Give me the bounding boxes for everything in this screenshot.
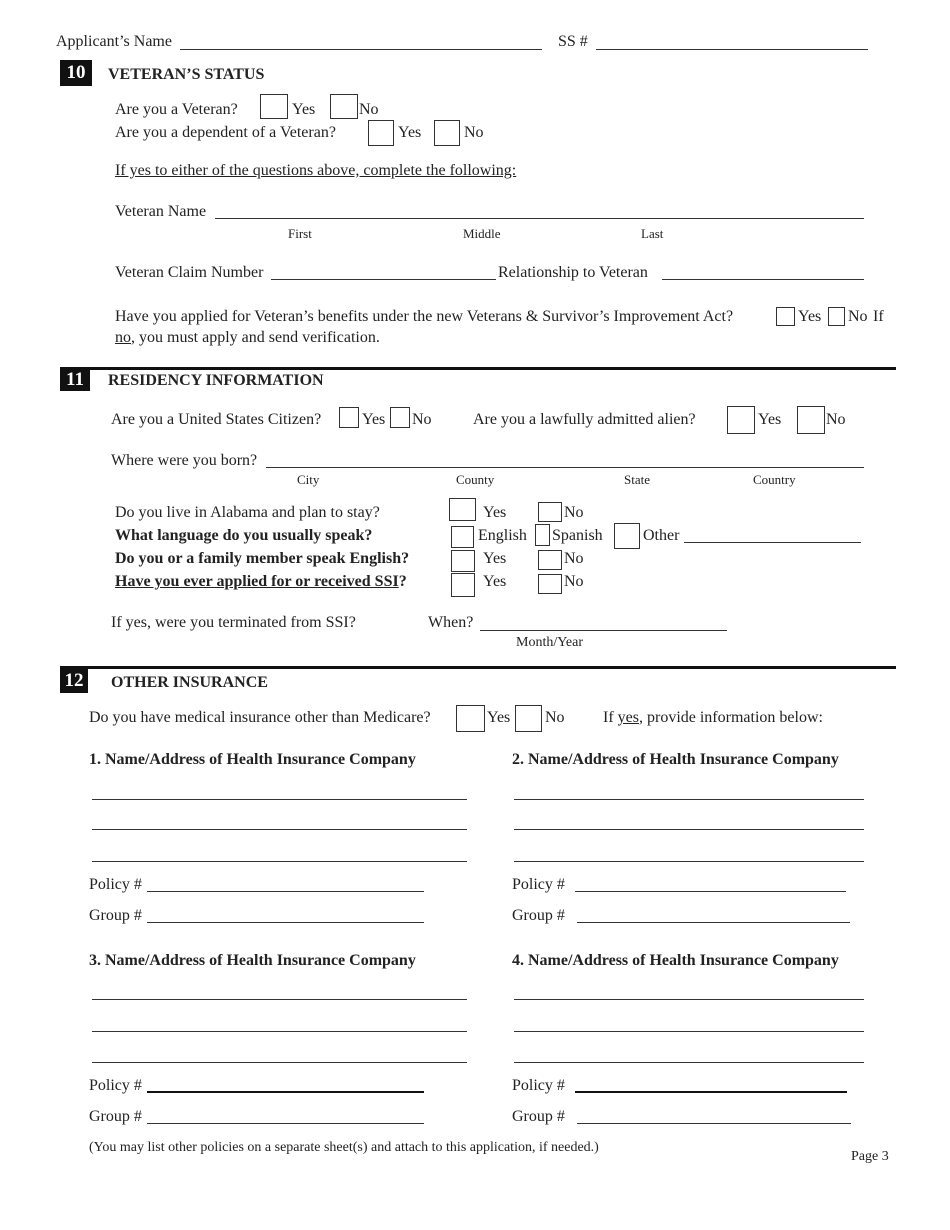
company1-heading: 1. Name/Address of Health Insurance Company — [89, 751, 416, 768]
benefits-line2-text: , you must apply and send verification. — [131, 329, 380, 346]
q-family-english: Do you or a family member speak English? — [115, 550, 410, 567]
medical-yes-label: Yes — [487, 709, 511, 726]
veteran-instruction: If yes to either of the questions above, complete the following: — [115, 162, 517, 179]
month-year-caption: Month/Year — [516, 635, 584, 650]
ss-label: SS # — [558, 33, 588, 50]
when-field[interactable] — [480, 630, 727, 631]
born-county-caption: County — [456, 472, 495, 487]
veteran-middle-caption: Middle — [463, 226, 501, 241]
company4-heading: 4. Name/Address of Health Insurance Company — [512, 952, 839, 969]
if-yes-pre: If — [603, 709, 618, 726]
company2-line-1[interactable] — [514, 799, 864, 800]
q-veteran: Are you a Veteran? — [115, 101, 238, 118]
company3-policy-label: Policy # — [89, 1077, 142, 1094]
company4-group-field[interactable] — [577, 1123, 851, 1124]
section-12-title: OTHER INSURANCE — [111, 674, 268, 691]
citizen-yes-label: Yes — [362, 411, 386, 428]
medical-yes-checkbox[interactable] — [456, 705, 485, 732]
company2-heading: 2. Name/Address of Health Insurance Company — [512, 751, 839, 768]
veteran-no-label: No — [359, 101, 379, 118]
ssi-no-checkbox[interactable] — [538, 574, 562, 594]
alabama-no-checkbox[interactable] — [538, 502, 562, 522]
company3-policy-field[interactable] — [147, 1091, 424, 1093]
birthplace-field[interactable] — [266, 467, 864, 468]
page-number: Page 3 — [851, 1149, 889, 1164]
veteran-yes-checkbox[interactable] — [260, 94, 288, 119]
company4-line-3[interactable] — [514, 1062, 864, 1063]
q-language: What language do you usually speak? — [115, 527, 373, 544]
if-yes-word: yes — [617, 709, 639, 726]
company4-line-2[interactable] — [514, 1031, 864, 1032]
born-city-caption: City — [297, 472, 320, 487]
q-ssi-mark: ? — [398, 573, 407, 590]
benefits-no-word: no — [115, 329, 131, 346]
ssi-yes-label: Yes — [483, 573, 507, 590]
ss-field[interactable] — [596, 49, 868, 50]
born-state-caption: State — [624, 472, 650, 487]
company3-group-field[interactable] — [147, 1123, 424, 1124]
section-10-number: 10 — [60, 60, 92, 86]
section-11-title: RESIDENCY INFORMATION — [108, 372, 324, 389]
company1-group-field[interactable] — [147, 922, 424, 923]
company4-line-1[interactable] — [514, 999, 864, 1000]
company2-group-field[interactable] — [577, 922, 850, 923]
medical-no-label: No — [545, 709, 565, 726]
medical-if-yes — [603, 710, 823, 726]
company1-line-2[interactable] — [92, 829, 467, 830]
citizen-yes-checkbox[interactable] — [339, 407, 359, 428]
benefits-line2 — [115, 330, 380, 346]
family-english-no-label: No — [564, 550, 584, 567]
section-11-number: 11 — [60, 369, 90, 391]
language-spanish-checkbox[interactable] — [535, 524, 550, 546]
if-yes-post: , provide information below: — [638, 709, 823, 726]
company3-line-2[interactable] — [92, 1031, 467, 1032]
relationship-label: Relationship to Veteran — [498, 264, 648, 281]
company2-line-3[interactable] — [514, 861, 864, 862]
company1-policy-field[interactable] — [147, 891, 424, 892]
section-12-rule — [60, 666, 896, 669]
alabama-no-label: No — [564, 504, 584, 521]
language-spanish-label: Spanish — [552, 527, 603, 544]
medical-no-checkbox[interactable] — [515, 705, 542, 732]
benefits-yes-label: Yes — [798, 308, 822, 325]
section-12-number: 12 — [60, 669, 88, 693]
citizen-no-checkbox[interactable] — [390, 407, 410, 428]
veteran-yes-label: Yes — [292, 101, 316, 118]
company1-group-label: Group # — [89, 907, 142, 924]
q-born: Where were you born? — [111, 452, 258, 469]
q-alien: Are you a lawfully admitted alien? — [473, 411, 696, 428]
footnote: (You may list other policies on a separate sheet(s) and attach to this application, if needed.) — [89, 1140, 599, 1155]
q-dependent: Are you a dependent of a Veteran? — [115, 124, 336, 141]
dependent-yes-label: Yes — [398, 124, 422, 141]
alabama-yes-label: Yes — [483, 504, 507, 521]
section-11-rule — [60, 367, 896, 370]
language-english-checkbox[interactable] — [451, 526, 474, 548]
language-other-field[interactable] — [684, 542, 861, 543]
family-english-no-checkbox[interactable] — [538, 550, 562, 570]
when-label: When? — [428, 614, 474, 631]
company3-heading: 3. Name/Address of Health Insurance Company — [89, 952, 416, 969]
benefits-if-label: If — [873, 308, 884, 325]
veteran-name-label: Veteran Name — [115, 203, 207, 220]
company3-line-1[interactable] — [92, 999, 467, 1000]
q-ssi-text: Have you ever applied for or received SSI — [115, 573, 399, 590]
applicant-name-label: Applicant’s Name — [56, 33, 172, 50]
veteran-first-caption: First — [288, 226, 312, 241]
alien-yes-label: Yes — [758, 411, 782, 428]
dependent-yes-checkbox[interactable] — [368, 120, 394, 146]
company4-policy-field[interactable] — [575, 1091, 847, 1093]
language-english-label: English — [478, 527, 527, 544]
q-citizen: Are you a United States Citizen? — [111, 411, 322, 428]
q-alabama: Do you live in Alabama and plan to stay? — [115, 504, 380, 521]
company1-line-1[interactable] — [92, 799, 467, 800]
claim-number-label: Veteran Claim Number — [115, 264, 264, 281]
benefits-yes-checkbox[interactable] — [776, 307, 795, 326]
alien-no-checkbox[interactable] — [797, 406, 825, 434]
q-medical: Do you have medical insurance other than Medicare? — [89, 709, 431, 726]
veteran-name-field[interactable] — [215, 218, 864, 219]
q-terminated: If yes, were you terminated from SSI? — [111, 614, 356, 631]
company2-line-2[interactable] — [514, 829, 864, 830]
alabama-yes-checkbox[interactable] — [449, 498, 476, 521]
company1-policy-label: Policy # — [89, 876, 142, 893]
company2-policy-label: Policy # — [512, 876, 565, 893]
ssi-no-label: No — [564, 573, 584, 590]
company2-group-label: Group # — [512, 907, 565, 924]
company1-line-3[interactable] — [92, 861, 467, 862]
company4-policy-label: Policy # — [512, 1077, 565, 1094]
citizen-no-label: No — [412, 411, 432, 428]
family-english-yes-checkbox[interactable] — [451, 550, 475, 572]
section-10-title: VETERAN’S STATUS — [108, 66, 265, 83]
q-ssi — [115, 574, 407, 590]
language-other-checkbox[interactable] — [614, 523, 640, 549]
dependent-no-label: No — [464, 124, 484, 141]
benefits-question: Have you applied for Veteran’s benefits under the new Veterans & Survivor’s Improvement Act? — [115, 308, 734, 325]
alien-no-label: No — [826, 411, 846, 428]
born-country-caption: Country — [753, 472, 796, 487]
alien-yes-checkbox[interactable] — [727, 406, 755, 434]
family-english-yes-label: Yes — [483, 550, 507, 567]
company2-policy-field[interactable] — [575, 891, 846, 892]
benefits-no-label: No — [848, 308, 868, 325]
ssi-yes-checkbox[interactable] — [451, 573, 475, 597]
benefits-no-checkbox[interactable] — [828, 307, 845, 326]
language-other-label: Other — [643, 527, 680, 544]
veteran-no-checkbox[interactable] — [330, 94, 358, 119]
company4-group-label: Group # — [512, 1108, 565, 1125]
applicant-name-field[interactable] — [180, 49, 542, 50]
relationship-field[interactable] — [662, 279, 864, 280]
dependent-no-checkbox[interactable] — [434, 120, 460, 146]
company3-group-label: Group # — [89, 1108, 142, 1125]
veteran-last-caption: Last — [641, 226, 664, 241]
claim-number-field[interactable] — [271, 279, 496, 280]
company3-line-3[interactable] — [92, 1062, 467, 1063]
